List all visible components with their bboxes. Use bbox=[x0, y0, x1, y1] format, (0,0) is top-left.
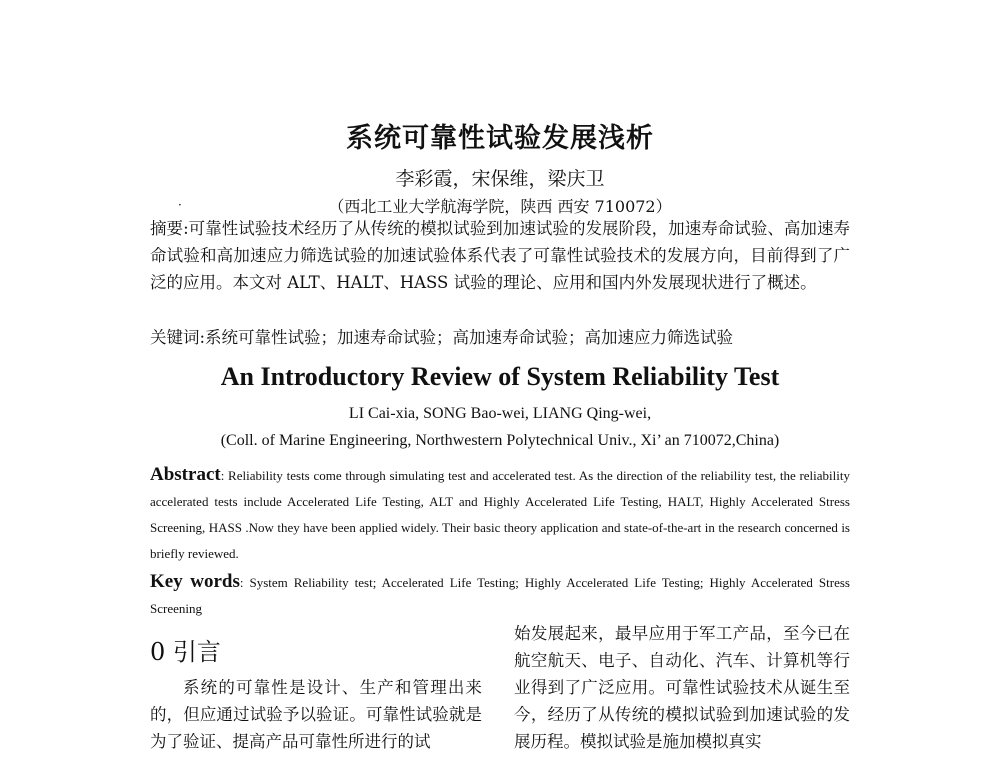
english-keywords bbox=[150, 569, 850, 622]
stray-dot: · bbox=[178, 198, 182, 212]
keywords-text: System Reliability test; Accelerated Life Testing; Highly Accelerated Life Testing; Highly Accelerated Stress Screening bbox=[150, 575, 850, 616]
english-affiliation: (Coll. of Marine Engineering, Northwestern Polytechnical Univ., Xi’ an 710072,China) bbox=[220, 432, 780, 449]
chinese-keywords: 关键词:系统可靠性试验；加速寿命试验；高加速寿命试验；高加速应力筛选试验 bbox=[150, 328, 734, 347]
english-title: An Introductory Review of System Reliability Test bbox=[220, 362, 780, 391]
chinese-abstract: 摘要:可靠性试验技术经历了从传统的模拟试验到加速试验的发展阶段，加速寿命试验、高加速寿命试验和高加速应力筛选试验的加速试验体系代表了可靠性试验技术的发展方向，目前得到了广泛的应用。本文对 ALT、HALT、HASS 试验的理论、应用和国内外发展现状进行了概述。 bbox=[150, 219, 850, 292]
abstract-text: Reliability tests come through simulating test and accelerated test. As the direction of the reliability test, the reliability accelerated tests include Accelerated Life Testing, ALT and Highly Accelerated Life Testing, HALT, Highly Accelerated Stress Screening, HASS .Now they have been applied widely. Their basic theory application and state-of-the-art in the research concerned is briefly reviewed. bbox=[150, 468, 850, 561]
abstract-separator: : bbox=[220, 468, 229, 483]
section-heading: 0 引言 bbox=[150, 638, 221, 666]
keywords-separator: : bbox=[239, 575, 250, 590]
keywords-label: Key words bbox=[150, 571, 240, 592]
body-right-column: 始发展起来，最早应用于军工产品，至今已在航空航天、电子、自动化、汽车、计算机等行业得到了广泛应用。可靠性试验技术从诞生至今，经历了从传统的模拟试验到加速试验的发展历程。模拟试验是施加模拟真实 bbox=[514, 624, 850, 751]
english-abstract bbox=[150, 462, 850, 567]
abstract-label: Abstract bbox=[150, 464, 221, 485]
chinese-authors: 李彩霞，宋保维，梁庆卫 bbox=[395, 168, 605, 190]
english-authors: LI Cai-xia, SONG Bao-wei, LIANG Qing-wei, bbox=[348, 405, 652, 422]
chinese-title: 系统可靠性试验发展浅析 bbox=[346, 123, 654, 154]
body-left-column: 系统的可靠性是设计、生产和管理出来的，但应通过试验予以验证。可靠性试验就是为了验证、提高产品可靠性所进行的试 bbox=[150, 678, 482, 751]
chinese-affiliation: （西北工业大学航海学院，陕西 西安 710072） bbox=[328, 197, 672, 216]
